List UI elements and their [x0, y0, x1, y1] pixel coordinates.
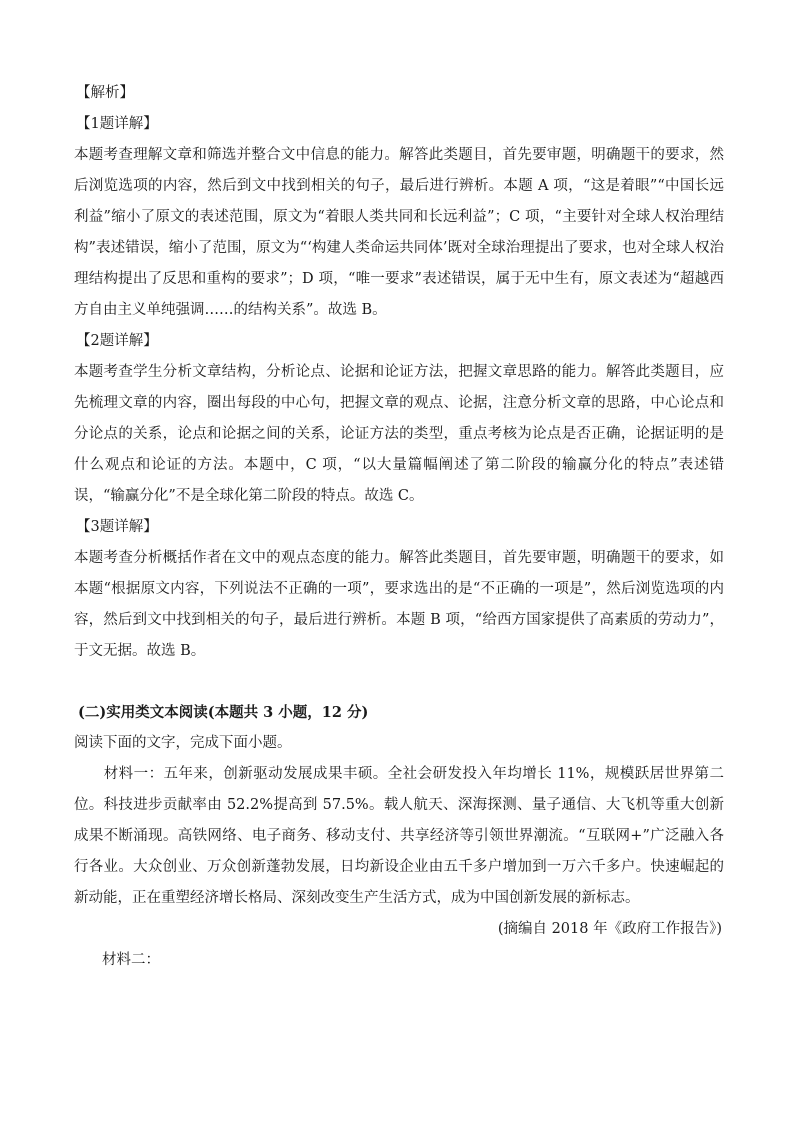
section2-instruction: 阅读下面的文字，完成下面小题。: [74, 735, 292, 751]
material1-paragraph: 材料一：五年来，创新驱动发展成果丰硕。全社会研发投入年均增长 11%，规模跃居世界第二位。科技进步贡献率由 52.2%提高到 57.5%。载人航天、深海探测、量子通信、大飞机等重大创新成果不断涌现。高铁网络、电子商务、移动支付、共享经济等引领世界潮流。“互联网+”广泛融入各行各业。大众创业、万众创新蓬勃发展，日均新设企业由五千多户增加到一万六千多户。快速崛起的新动能，正在重塑经济增长格局、深刻改变生产生活方式，成为中国创新发展的新标志。: [74, 766, 724, 906]
q2-body: 本题考查学生分析文章结构，分析论点、论据和论证方法，把握文章思路的能力。解答此类题目，应先梳理文章的内容，圈出每段的中心句，把握文章的观点、论据，注意分析文章的思路，中心论点和分论点的关系，论点和论据之间的关系，论证方法的类型，重点考核为论点是否正确，论据证明的是什么观点和论证的方法。本题中，C 项，“以大量篇幅阐述了第二阶段的输赢分化的特点”表述错误，“输赢分化”不是全球化第二阶段的特点。故选 C。: [74, 364, 724, 504]
q1-body: 本题考查理解文章和筛选并整合文中信息的能力。解答此类题目，首先要审题，明确题干的要求，然后浏览选项的内容，然后到文中找到相关的句子，最后进行辨析。本题 A 项，“这是着眼”“中国长远利益”缩小了原文的表述范围，原文为“着眼人类共同和长远利益”；C 项，“主要针对全球人权治理结构”表述错误，缩小了范围，原文为“‘构建人类命运共同体’既对全球治理提出了要求，也对全球人权治理结构提出了反思和重构的要求”；D 项，“唯一要求”表述错误，属于无中生有，原文表述为“超越西方自由主义单纯强调……的结构关系”。故选 B。: [74, 147, 724, 318]
section2-title: (二)实用类文本阅读(本题共 3 小题，12 分): [78, 704, 369, 721]
material1-source: (摘编自 2018 年《政府工作报告》): [497, 921, 722, 937]
q3-body: 本题考查分析概括作者在文中的观点态度的能力。解答此类题目，首先要审题，明确题干的要求，如本题“根据原文内容，下列说法不正确的一项”，要求选出的是“不正确的一项是”，然后浏览选项的内容，然后到文中找到相关的句子，最后进行辨析。本题 B 项，“给西方国家提供了高素质的劳动力”，于文无据。故选 B。: [74, 550, 724, 659]
material2-label: 材料二：: [102, 952, 160, 968]
q2-heading: 【2题详解】: [76, 333, 158, 349]
section-gap: [74, 667, 724, 697]
q3-heading: 【3题详解】: [76, 519, 158, 535]
q1-heading: 【1题详解】: [76, 116, 158, 132]
analysis-heading: 【解析】: [76, 85, 134, 101]
